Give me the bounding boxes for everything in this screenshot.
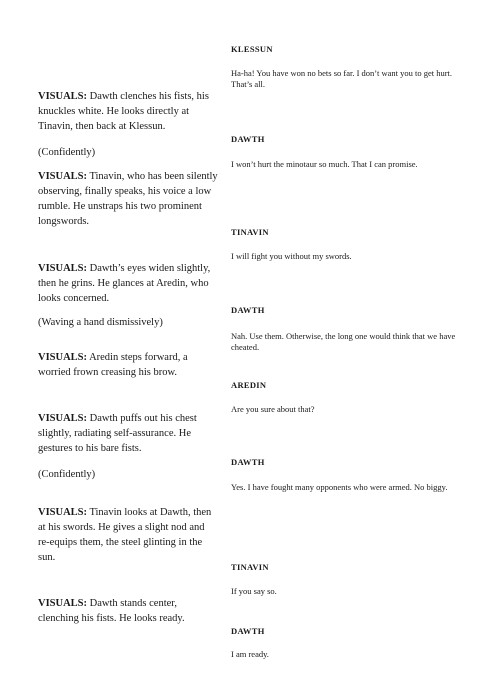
parenthetical: (Confidently) <box>38 469 96 480</box>
visual-description <box>38 505 218 565</box>
dialogue-line: Nah. Use them. Otherwise, the long one would think that we have cheated. <box>231 331 456 352</box>
speaker-name: DAWTH <box>231 134 265 144</box>
dialogue-line: Are you sure about that? <box>231 404 315 414</box>
speaker-name: TINAVIN <box>231 562 269 572</box>
dialogue-line: If you say so. <box>231 586 277 596</box>
visual-description <box>38 350 218 380</box>
visuals-label: VISUALS: <box>38 171 88 182</box>
dialogue-line: Ha-ha! You have won no bets so far. I don’t want you to get hurt. That’s all. <box>231 68 453 89</box>
visual-description <box>38 411 218 456</box>
speaker-name: DAWTH <box>231 626 265 636</box>
speaker-name: DAWTH <box>231 305 265 315</box>
speaker-name: KLESSUN <box>231 44 273 54</box>
visual-description <box>38 596 218 626</box>
visual-text: Dawth clenches his fists, his knuckles white. He looks directly at Tinavin, then back at Klessun. <box>38 91 209 132</box>
visual-description <box>38 89 218 134</box>
speaker-name: DAWTH <box>231 457 265 467</box>
visual-text: Dawth stands center, clenching his fists. He looks ready. <box>38 598 185 624</box>
visuals-label: VISUALS: <box>38 263 88 274</box>
visual-text: Dawth puffs out his chest slightly, radiating self-assurance. He gestures to his bare fists. <box>38 413 197 454</box>
visuals-label: VISUALS: <box>38 352 88 363</box>
dialogue-line: Yes. I have fought many opponents who were armed. No biggy. <box>231 482 448 492</box>
visual-description <box>38 169 218 229</box>
speaker-name: TINAVIN <box>231 227 269 237</box>
visuals-label: VISUALS: <box>38 598 88 609</box>
visual-text: Dawth’s eyes widen slightly, then he grins. He glances at Aredin, who looks concerned. <box>38 263 211 304</box>
dialogue-line: I will fight you without my swords. <box>231 251 352 261</box>
visuals-label: VISUALS: <box>38 507 88 518</box>
speaker-name: AREDIN <box>231 380 267 390</box>
dialogue-line: I am ready. <box>231 649 269 659</box>
visual-text: Tinavin looks at Dawth, then at his swords. He gives a slight nod and re-equips them, the steel glinting in the sun. <box>38 507 212 563</box>
parenthetical: (Waving a hand dismissively) <box>38 317 163 328</box>
visual-text: Aredin steps forward, a worried frown creasing his brow. <box>38 352 188 378</box>
visual-description <box>38 261 218 306</box>
parenthetical: (Confidently) <box>38 147 96 158</box>
visuals-label: VISUALS: <box>38 91 88 102</box>
dialogue-line: I won’t hurt the minotaur so much. That I can promise. <box>231 159 418 169</box>
visual-text: Tinavin, who has been silently observing, finally speaks, his voice a low rumble. He unstraps his two prominent longswords. <box>38 171 218 227</box>
visuals-label: VISUALS: <box>38 413 88 424</box>
